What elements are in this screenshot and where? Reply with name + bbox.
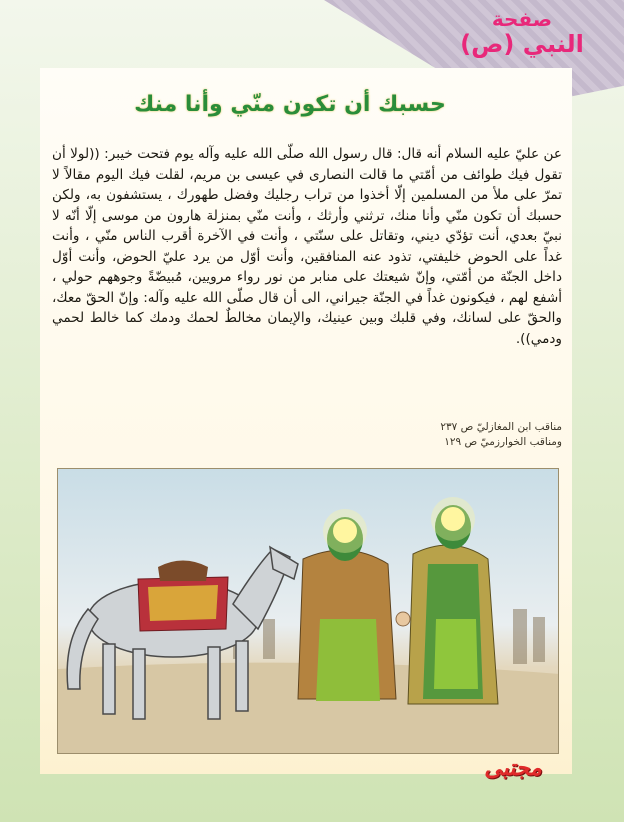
illustration-two-figures-with-horse: [57, 468, 559, 754]
reference-line: ومناقب الخوارزميّ ص ١٢٩: [444, 436, 562, 448]
article-body: عن عليّ عليه السلام أنه قال: قال رسول الله صلّى الله عليه وآله يوم فتحت خيبر: ((لولا أن تقول فيك طوائف من أمّتي ما قالت النصارى في عيسى بن مريم، لقلت فيك اليوم مقالاً لا تمرّ على ملأ من المسلمين إلّا أخذوا من تراب رجليك وفضل طهورك ، يستشفون به، ولكن حسبك أن تكون منّي وأنا منك، ترثني وأرثك ، وأنت منّي بمنزلة هارون من موسى إلّا أنّه لا نبيّ بعدي، أنت تؤدّي ديني، وتقاتل على سنّتي ، وأنت في الآخرة أقرب الناس منّي ، وأنت غداً على الحوض خليفتي، تذود عنه المنافقين، وأنت أوّل من يرد عليّ الحوض، وأنت أوّل داخل الجنّة من أمّتي، وإنّ شيعتك على منابر من نور رواء مرويين، مُبيضّةً وجوههم حولي ، أشفع لهم ، فيكونون غداً في الجنّة جيراني، الى أن قال صلّى الله عليه وآله: وإنّ الحقّ معك، والحقّ على لسانك، وفي قلبك وبين عينيك، والإيمان مخالطٌ لحمك ودمك كما خالط لحمي ودمي)).: [52, 146, 562, 347]
article-title: حسبك أن تكون منّي وأنا منك: [134, 92, 446, 117]
illustration-drawing: [58, 469, 559, 754]
section-label-line2: النبي (ص): [460, 30, 584, 58]
section-label-line1: صفحة: [491, 7, 553, 31]
references: [52, 420, 562, 450]
reference-line: مناقب ابن المغازليّ ص ٢٣٧: [440, 421, 562, 433]
magazine-logo: مجتبى: [484, 756, 542, 781]
section-label: [452, 8, 592, 59]
